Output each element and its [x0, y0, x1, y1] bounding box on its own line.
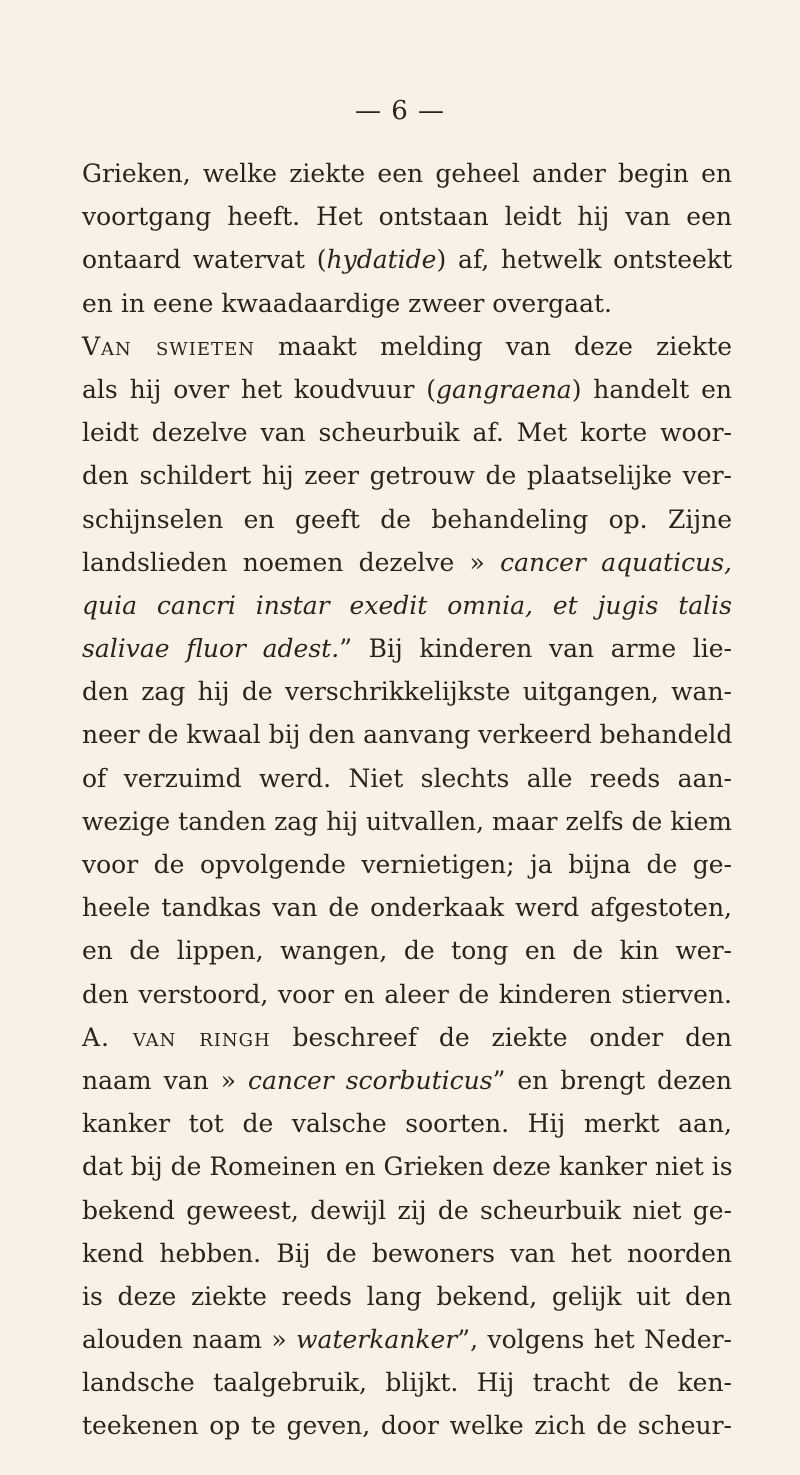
text-line — [82, 498, 732, 541]
text-line — [82, 411, 732, 454]
page-number: — 6 — — [354, 96, 446, 126]
text-segment: voor de opvolgende vernietigen; ja bijna de ge- — [82, 850, 732, 879]
text-segment: dat bij de Romeinen en Grieken deze kanker niet is — [82, 1152, 733, 1182]
text-segment: landslieden noemen dezelve » — [82, 547, 501, 577]
text-segment: alouden naam » — [82, 1325, 297, 1355]
italic-text: cancer scorbuticus — [247, 1065, 493, 1095]
text-line — [82, 886, 732, 929]
text-segment: ) handelt en — [571, 374, 732, 404]
text-segment: ) af, hetwelk ontsteekt — [436, 245, 733, 275]
text-line — [82, 1361, 732, 1404]
text-line — [82, 929, 732, 972]
text-line — [82, 1059, 732, 1102]
text-segment: neer de kwaal bij den aanvang verkeerd behandeld — [82, 720, 733, 750]
text-line — [82, 757, 732, 800]
text-segment: ” Bij kinderen van arme lie- — [339, 634, 733, 664]
italic-text: hydatide — [326, 245, 437, 275]
text-line — [82, 800, 732, 843]
text-line — [82, 973, 732, 1016]
text-segment: teekenen op te geven, door welke zich de scheur- — [82, 1411, 732, 1441]
italic-text: gangraena — [436, 374, 572, 404]
text-line — [82, 1102, 732, 1145]
text-segment: wezige tanden zag hij uitvallen, maar zelfs de kiem — [82, 806, 732, 836]
text-line — [82, 843, 732, 886]
text-segment: en in eene kwaadaardige zweer overgaat. — [82, 288, 612, 318]
text-line — [82, 1016, 732, 1059]
text-segment: schijnselen en geeft de behandeling op. Zijne — [82, 504, 732, 534]
text-segment: ontaard watervat ( — [82, 245, 327, 275]
text-segment: bekend geweest, dewijl zij de scheurbuik niet ge- — [82, 1195, 732, 1225]
text-segment: is deze ziekte reeds lang bekend, gelijk uit den — [82, 1281, 732, 1311]
text-segment: den schildert hij zeer getrouw de plaatselijke ver- — [82, 461, 732, 491]
text-line — [82, 368, 732, 411]
text-line — [82, 1318, 732, 1361]
text-segment: ”, volgens het Neder- — [457, 1325, 732, 1355]
text-segment: naam van » — [82, 1065, 248, 1095]
text-segment: als hij over het koudvuur ( — [82, 374, 437, 404]
italic-text: cancer aquaticus, — [500, 547, 732, 577]
text-line — [82, 1275, 732, 1318]
text-line — [82, 1189, 732, 1232]
text-segment: voortgang heeft. Het ontstaan leidt hij van een — [82, 202, 732, 232]
text-line — [82, 325, 732, 368]
text-line — [82, 584, 732, 627]
text-segment: kanker tot de valsche soorten. Hij merkt aan, — [82, 1109, 732, 1139]
text-line — [82, 670, 732, 713]
text-line — [82, 1232, 732, 1275]
body-text — [82, 152, 732, 1448]
text-segment: den zag hij de verschrikkelijkste uitgangen, wan- — [82, 677, 732, 707]
text-line — [82, 1404, 732, 1447]
text-line — [82, 282, 732, 325]
italic-text: salivae fluor adest. — [82, 634, 340, 664]
text-segment: ” en brengt dezen — [492, 1065, 732, 1095]
text-segment: leidt dezelve van scheurbuik af. Met korte woor- — [82, 418, 732, 448]
text-line — [82, 152, 732, 195]
text-segment: en de lippen, wangen, de tong en de kin wer- — [82, 936, 732, 966]
text-segment: maakt melding van deze ziekte — [254, 331, 732, 361]
text-segment: of verzuimd werd. Niet slechts alle reeds aan- — [82, 763, 732, 793]
text-line — [82, 1145, 732, 1188]
text-line — [82, 195, 732, 238]
text-segment: den verstoord, voor en aleer de kinderen stierven. — [82, 979, 732, 1009]
text-segment: landsche taalgebruik, blijkt. Hij tracht de ken- — [82, 1368, 732, 1398]
text-line — [82, 454, 732, 497]
italic-text: waterkanker — [296, 1325, 458, 1355]
text-segment: beschreef de ziekte onder den — [270, 1022, 732, 1052]
small-caps-name: Van swieten — [82, 331, 255, 361]
text-line — [82, 541, 732, 584]
text-line — [82, 238, 732, 281]
text-segment: heele tandkas van de onderkaak werd afgestoten, — [82, 893, 732, 923]
small-caps-name: A. van ringh — [82, 1022, 271, 1052]
text-segment: Grieken, welke ziekte een geheel ander begin en — [82, 159, 732, 188]
text-segment: kend hebben. Bij de bewoners van het noorden — [82, 1238, 732, 1268]
text-line — [82, 713, 732, 756]
text-line — [82, 627, 732, 670]
italic-text: quia cancri instar exedit omnia, et jugis talis — [82, 590, 732, 620]
